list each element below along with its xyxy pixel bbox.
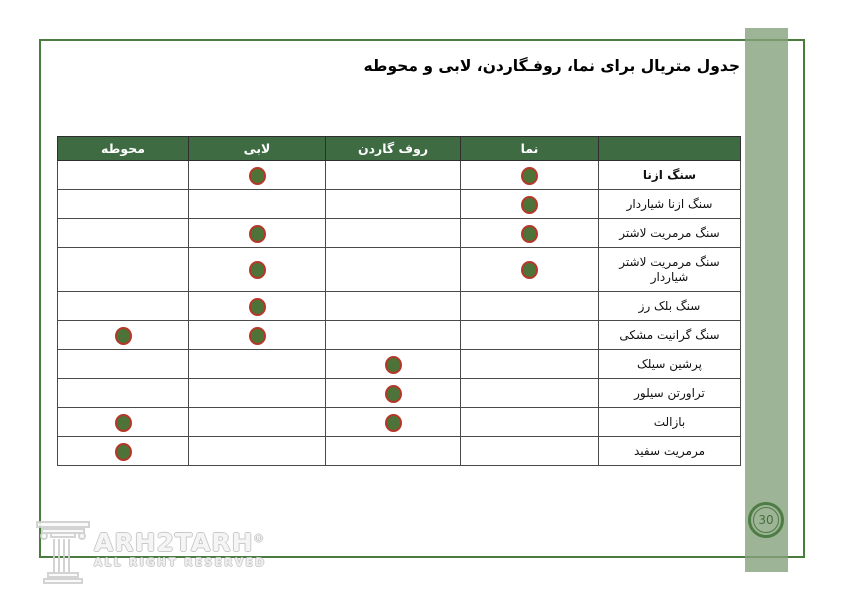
material-usage-dot [385, 414, 402, 432]
usage-cell-nama [461, 190, 599, 219]
usage-cell-lobby [189, 292, 326, 321]
material-usage-dot [115, 443, 132, 461]
column-header-roof-garden: روف گاردن [326, 137, 461, 161]
material-label: سنگ ازنا شیاردار [599, 190, 741, 219]
material-label: سنگ بلک رز [599, 292, 741, 321]
material-usage-dot [249, 167, 266, 185]
table-row [58, 219, 741, 248]
usage-cell-roof_garden [326, 408, 461, 437]
usage-cell-mohavateh [58, 292, 189, 321]
usage-cell-mohavateh [58, 248, 189, 292]
material-usage-dot [385, 385, 402, 403]
usage-cell-nama [461, 379, 599, 408]
usage-cell-roof_garden [326, 292, 461, 321]
usage-cell-roof_garden [326, 437, 461, 466]
material-label: سنگ ازنا [599, 161, 741, 190]
usage-cell-mohavateh [58, 408, 189, 437]
material-label: سنگ مرمریت لاشتر شیاردار [599, 248, 741, 292]
usage-cell-mohavateh [58, 437, 189, 466]
usage-cell-nama [461, 437, 599, 466]
usage-cell-lobby [189, 248, 326, 292]
watermark-text [94, 530, 266, 569]
table-row [58, 292, 741, 321]
slide-title: جدول متریال برای نما، روفـگاردن، لابی و محوطه [363, 57, 740, 75]
material-label: مرمریت سفید [599, 437, 741, 466]
usage-cell-mohavateh [58, 321, 189, 350]
material-usage-dot [521, 225, 538, 243]
column-icon [34, 516, 92, 586]
table-row [58, 248, 741, 292]
usage-cell-mohavateh [58, 379, 189, 408]
material-usage-dot [521, 261, 538, 279]
usage-cell-nama [461, 161, 599, 190]
usage-cell-roof_garden [326, 350, 461, 379]
material-label: بازالت [599, 408, 741, 437]
material-usage-dot [249, 298, 266, 316]
column-header-yard: محوطه [58, 137, 189, 161]
material-usage-dot [249, 261, 266, 279]
page-number-badge [748, 502, 784, 538]
material-label: پرشین سیلک [599, 350, 741, 379]
usage-cell-mohavateh [58, 350, 189, 379]
table-row [58, 408, 741, 437]
usage-cell-lobby [189, 350, 326, 379]
material-label: سنگ گرانیت مشکی [599, 321, 741, 350]
usage-cell-nama [461, 248, 599, 292]
table-row [58, 350, 741, 379]
usage-cell-lobby [189, 408, 326, 437]
usage-cell-nama [461, 219, 599, 248]
usage-cell-nama [461, 350, 599, 379]
column-header-facade: نما [461, 137, 599, 161]
watermark-subtext: ALL RIGHT RESERVED [94, 557, 267, 569]
registered-mark-icon: ® [253, 533, 265, 545]
usage-cell-mohavateh [58, 219, 189, 248]
usage-cell-lobby [189, 379, 326, 408]
usage-cell-lobby [189, 219, 326, 248]
material-usage-dot [521, 196, 538, 214]
materials-usage-table [57, 136, 741, 466]
usage-cell-roof_garden [326, 219, 461, 248]
column-header-materials [599, 137, 741, 161]
material-label: تراورتن سیلور [599, 379, 741, 408]
table-row [58, 190, 741, 219]
usage-cell-roof_garden [326, 321, 461, 350]
materials-table-body [58, 161, 741, 466]
material-usage-dot [249, 225, 266, 243]
table-header-row [58, 137, 741, 161]
column-header-lobby: لابی [189, 137, 326, 161]
watermark-brand-label: ARH2TARH [94, 528, 254, 557]
usage-cell-lobby [189, 190, 326, 219]
usage-cell-mohavateh [58, 190, 189, 219]
page-number: 30 [753, 507, 779, 533]
table-row [58, 161, 741, 190]
usage-cell-roof_garden [326, 190, 461, 219]
usage-cell-nama [461, 408, 599, 437]
watermark-brand [94, 530, 266, 555]
table-header [58, 137, 741, 161]
usage-cell-roof_garden [326, 161, 461, 190]
usage-cell-lobby [189, 437, 326, 466]
usage-cell-roof_garden [326, 379, 461, 408]
material-usage-dot [115, 327, 132, 345]
material-usage-dot [249, 327, 266, 345]
material-usage-dot [115, 414, 132, 432]
right-accent-bar [745, 28, 788, 572]
usage-cell-nama [461, 321, 599, 350]
usage-cell-roof_garden [326, 248, 461, 292]
usage-cell-mohavateh [58, 161, 189, 190]
usage-cell-lobby [189, 161, 326, 190]
material-label: سنگ مرمریت لاشتر [599, 219, 741, 248]
watermark [34, 512, 266, 586]
table-row [58, 437, 741, 466]
material-usage-dot [521, 167, 538, 185]
table-row [58, 321, 741, 350]
usage-cell-lobby [189, 321, 326, 350]
table-row [58, 379, 741, 408]
usage-cell-nama [461, 292, 599, 321]
material-usage-dot [385, 356, 402, 374]
